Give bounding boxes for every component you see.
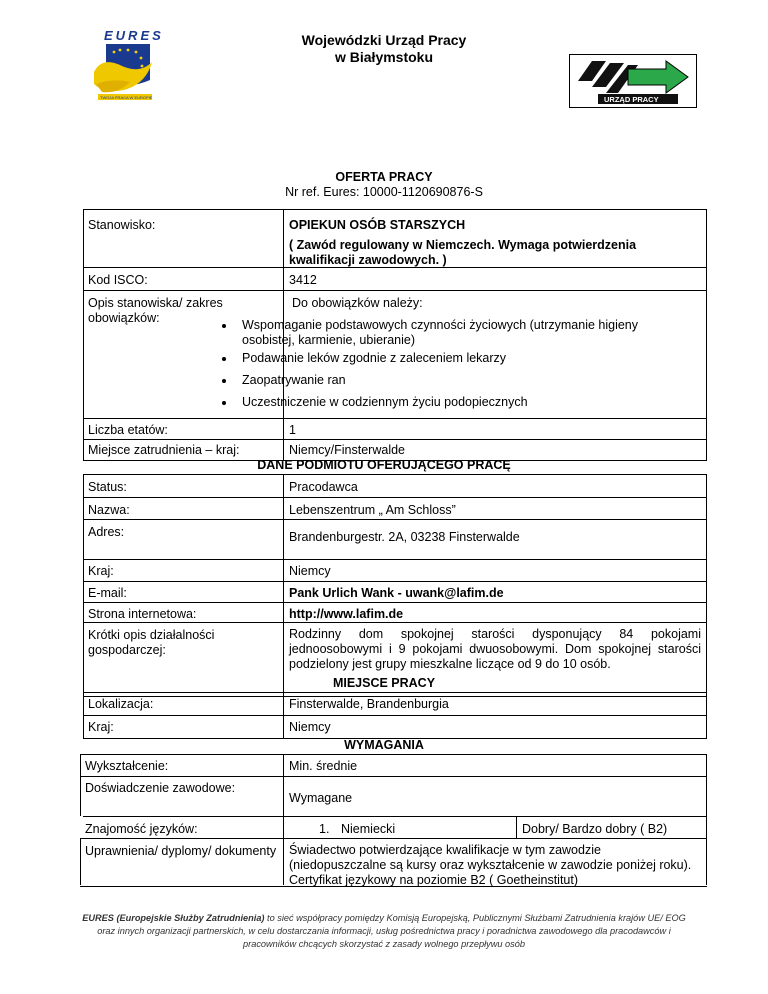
row-country bbox=[83, 559, 707, 582]
documents-value: Świadectwo potwierdzające kwalifikacje w tym zawodzie (niedopuszczalne są kursy oraz wykształcenie w zawodzie poniżej roku). Certyfikat językowy na poziomie B2 ( Goetheinstitut) bbox=[289, 843, 692, 887]
desc-value: Rodzinny dom spokojnej starości dysponujący 84 pokojami jednoosobowymi i 9 pokojami dwuosobowymi. Dom spokojnej starości podzielony jest grupy mieszkalne liczące od 9 do 10 osób. bbox=[289, 627, 701, 671]
employer-section-title: DANE PODMIOTU OFERUJĄCEGO PRACĘ bbox=[257, 458, 511, 472]
bullet-icon bbox=[222, 401, 226, 405]
website-value: http://www.lafim.de bbox=[289, 607, 404, 621]
bullet-icon bbox=[222, 357, 226, 361]
duties-label: Opis stanowiska/ zakres obowiązków: bbox=[88, 296, 223, 325]
position-value: OPIEKUN OSÓB STARSZYCH bbox=[289, 218, 466, 232]
experience-label: Doświadczenie zawodowe: bbox=[85, 781, 236, 795]
row-name bbox=[83, 497, 707, 520]
requirements-table-left-border bbox=[80, 754, 81, 816]
experience-value: Wymagane bbox=[289, 791, 353, 805]
offer-title: OFERTA PRACY bbox=[335, 170, 433, 184]
location-value: Finsterwalde, Brandenburgia bbox=[289, 697, 449, 711]
requirements-table-right-border bbox=[706, 754, 707, 885]
job-table-right-border bbox=[706, 209, 707, 460]
positions-label: Liczba etatów: bbox=[88, 423, 168, 437]
language-level-divider bbox=[516, 816, 517, 838]
name-label: Nazwa: bbox=[88, 503, 130, 517]
workplace-table bbox=[83, 692, 707, 737]
urzad-pracy-logo-text: URZĄD PRACY bbox=[604, 95, 659, 104]
eures-logo-tagline: TWOJA PRACA W EUROPIE bbox=[100, 95, 153, 100]
place-label: Miejsce zatrudnienia – kraj: bbox=[88, 443, 240, 457]
workplace-table-right-border bbox=[706, 692, 707, 738]
positions-value: 1 bbox=[289, 423, 296, 437]
education-value: Min. średnie bbox=[289, 759, 358, 773]
row-website bbox=[83, 602, 707, 623]
country-label: Kraj: bbox=[88, 564, 114, 578]
urzad-pracy-logo bbox=[569, 54, 697, 108]
languages-label: Znajomość języków: bbox=[85, 822, 198, 836]
row-status bbox=[83, 474, 707, 498]
row-email bbox=[83, 581, 707, 603]
row-experience bbox=[80, 776, 707, 817]
desc-label: Krótki opis działalności gospodarczej: bbox=[88, 628, 215, 657]
footer-line2: oraz innych organizacji partnerskich, w celu dostarczania informacji, usług pośrednictwa pracy i poradnictwa zawodowego dla pracodawców i bbox=[97, 926, 671, 936]
address-label: Adres: bbox=[88, 525, 125, 539]
eures-logo-text: EURES bbox=[104, 28, 164, 43]
row-languages bbox=[83, 816, 707, 839]
workplace-table-left-border bbox=[83, 692, 84, 738]
footer-note bbox=[60, 912, 708, 951]
row-address bbox=[83, 519, 707, 560]
workplace-country-value: Niemcy bbox=[289, 720, 331, 734]
duty-text: Zaopatrywanie ran bbox=[242, 373, 346, 387]
duty-text: Wspomaganie podstawowych czynności życiowych (utrzymanie higieny osobistej, karmienie, ubieranie) bbox=[242, 318, 639, 347]
employer-table-left-border bbox=[83, 474, 84, 696]
position-note: ( Zawód regulowany w Niemczech. Wymaga potwierdzenia kwalifikacji zawodowych. ) bbox=[289, 238, 637, 267]
education-label: Wykształcenie: bbox=[85, 759, 169, 773]
location-label: Lokalizacja: bbox=[88, 697, 154, 711]
email-label: E-mail: bbox=[88, 586, 127, 600]
isco-label: Kod ISCO: bbox=[88, 273, 148, 287]
employer-table-right-border bbox=[706, 474, 707, 696]
documents-label: Uprawnienia/ dyplomy/ dokumenty bbox=[85, 844, 277, 858]
footer-bold: EURES (Europejskie Służby Zatrudnienia) bbox=[82, 913, 265, 923]
bullet-icon bbox=[222, 379, 226, 383]
isco-value: 3412 bbox=[289, 273, 317, 287]
office-title-line2: w Białymstoku bbox=[334, 49, 434, 65]
row-workplace-country bbox=[83, 715, 707, 739]
job-table-left-border bbox=[83, 209, 84, 460]
place-value: Niemcy/Finsterwalde bbox=[289, 443, 406, 457]
language-number: 1. bbox=[319, 822, 330, 836]
footer-line3: pracowników chcących skorzystać z zasady wolnego przepływu osób bbox=[243, 939, 525, 949]
status-value: Pracodawca bbox=[289, 480, 358, 494]
status-label: Status: bbox=[88, 480, 127, 494]
duty-text: Uczestniczenie w codziennym życiu podopiecznych bbox=[242, 395, 528, 409]
offer-heading bbox=[0, 170, 768, 200]
requirements-table-divider bbox=[283, 754, 284, 885]
row-position bbox=[83, 209, 707, 268]
employer-table-divider bbox=[283, 474, 284, 696]
language-level: Dobry/ Bardzo dobry ( B2) bbox=[522, 822, 668, 836]
name-value: Lebenszentrum „ Am Schloss” bbox=[289, 503, 456, 517]
country-value: Niemcy bbox=[289, 564, 331, 578]
email-value: Pank Urlich Wank - uwank@lafim.de bbox=[289, 586, 504, 600]
row-location bbox=[83, 692, 707, 716]
row-documents bbox=[80, 838, 707, 887]
requirements-table-left-border-lower bbox=[80, 838, 81, 885]
footer-line1: to sieć współpracy pomiędzy Komisją Europejską, Publicznymi Służbami Zatrudnienia krajów UE/ EOG bbox=[264, 913, 686, 923]
office-title-line1: Wojewódzki Urząd Pracy bbox=[301, 32, 467, 48]
position-label: Stanowisko: bbox=[88, 218, 156, 232]
language-name: Niemiecki bbox=[341, 822, 396, 836]
urzad-pracy-arrow-icon bbox=[570, 55, 696, 107]
duty-text: Podawanie leków zgodnie z zaleceniem lekarzy bbox=[242, 351, 507, 365]
address-value: Brandenburgestr. 2A, 03238 Finsterwalde bbox=[289, 530, 520, 544]
workplace-section-title: MIEJSCE PRACY bbox=[332, 676, 436, 690]
row-isco bbox=[83, 267, 707, 291]
bullet-icon bbox=[222, 324, 226, 328]
row-positions-count bbox=[83, 418, 707, 440]
workplace-table-divider bbox=[283, 692, 284, 738]
workplace-country-label: Kraj: bbox=[88, 720, 114, 734]
website-label: Strona internetowa: bbox=[88, 607, 197, 621]
offer-ref: Nr ref. Eures: 10000-1120690876-S bbox=[285, 185, 483, 199]
row-education bbox=[80, 754, 707, 777]
requirements-table bbox=[83, 754, 707, 887]
duties-intro: Do obowiązków należy: bbox=[292, 296, 423, 310]
requirements-section-title: WYMAGANIA bbox=[344, 738, 424, 752]
employer-table bbox=[83, 474, 707, 696]
